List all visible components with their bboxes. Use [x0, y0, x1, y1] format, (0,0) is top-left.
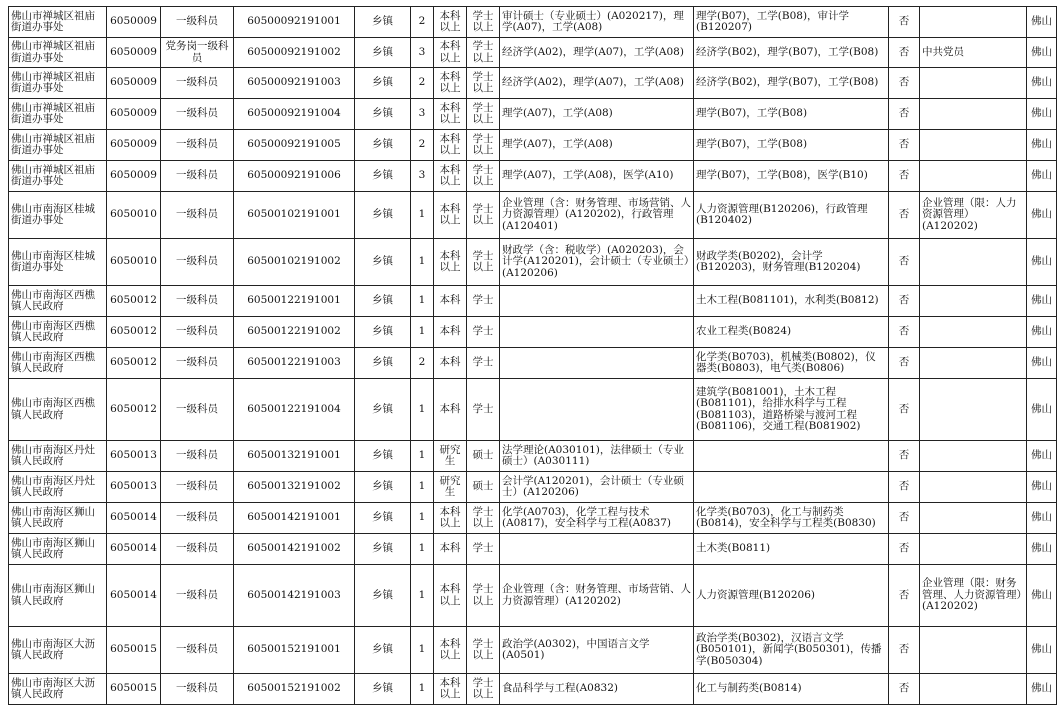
- education-cell: 本科以上: [434, 68, 467, 99]
- unit-code-cell: 6050012: [107, 286, 161, 317]
- undergraduate-major-cell: 化工与制药类(B0814): [694, 674, 889, 705]
- city-cell: 佛山: [1027, 286, 1057, 317]
- flag-cell: 否: [889, 472, 920, 503]
- level-cell: 乡镇: [355, 130, 411, 161]
- degree-cell: 学士: [467, 286, 500, 317]
- flag-cell: 否: [889, 348, 920, 379]
- city-cell: 佛山: [1027, 239, 1057, 286]
- table-row: [9, 99, 1057, 130]
- degree-cell: 学士: [467, 348, 500, 379]
- headcount-cell: 1: [411, 674, 434, 705]
- position-name-cell: 一级科员: [161, 534, 234, 565]
- degree-cell: 学士以上: [467, 99, 500, 130]
- position-code-cell: 60500122191001: [234, 286, 355, 317]
- postgraduate-major-cell: 经济学(A02)，理学(A07)，工学(A08): [500, 38, 694, 68]
- table-row: [9, 38, 1057, 68]
- headcount-cell: 1: [411, 472, 434, 503]
- table-body: [9, 7, 1057, 705]
- unit-code-cell: 6050015: [107, 674, 161, 705]
- level-cell: 乡镇: [355, 161, 411, 192]
- unit-name-cell: 佛山市南海区狮山镇人民政府: [9, 503, 107, 534]
- degree-cell: 学士以上: [467, 192, 500, 239]
- flag-cell: 否: [889, 161, 920, 192]
- table-row: [9, 130, 1057, 161]
- city-cell: 佛山: [1027, 99, 1057, 130]
- other-requirement-cell: [920, 441, 1027, 472]
- unit-name-cell: 佛山市南海区桂城街道办事处: [9, 192, 107, 239]
- table-row: [9, 534, 1057, 565]
- degree-cell: 学士: [467, 379, 500, 441]
- table-row: [9, 7, 1057, 38]
- unit-code-cell: 6050012: [107, 348, 161, 379]
- position-name-cell: 党务岗一级科员: [161, 38, 234, 68]
- education-cell: 本科以上: [434, 503, 467, 534]
- headcount-cell: 2: [411, 7, 434, 38]
- other-requirement-cell: [920, 674, 1027, 705]
- position-name-cell: 一级科员: [161, 348, 234, 379]
- degree-cell: 学士以上: [467, 674, 500, 705]
- postgraduate-major-cell: [500, 286, 694, 317]
- position-code-cell: 60500092191004: [234, 99, 355, 130]
- headcount-cell: 1: [411, 379, 434, 441]
- postgraduate-major-cell: [500, 317, 694, 348]
- degree-cell: 学士: [467, 534, 500, 565]
- undergraduate-major-cell: [694, 472, 889, 503]
- unit-code-cell: 6050010: [107, 239, 161, 286]
- degree-cell: 学士: [467, 317, 500, 348]
- postgraduate-major-cell: 法学理论(A030101)，法律硕士（专业硕士）(A030111): [500, 441, 694, 472]
- undergraduate-major-cell: 理学(B07)，工学(B08): [694, 130, 889, 161]
- flag-cell: 否: [889, 379, 920, 441]
- level-cell: 乡镇: [355, 379, 411, 441]
- undergraduate-major-cell: 农业工程类(B0824): [694, 317, 889, 348]
- position-code-cell: 60500122191002: [234, 317, 355, 348]
- position-code-cell: 60500142191003: [234, 565, 355, 627]
- education-cell: 本科以上: [434, 674, 467, 705]
- headcount-cell: 3: [411, 161, 434, 192]
- position-code-cell: 60500152191002: [234, 674, 355, 705]
- city-cell: 佛山: [1027, 379, 1057, 441]
- position-code-cell: 60500152191001: [234, 627, 355, 674]
- other-requirement-cell: [920, 7, 1027, 38]
- level-cell: 乡镇: [355, 317, 411, 348]
- flag-cell: 否: [889, 130, 920, 161]
- unit-name-cell: 佛山市禅城区祖庙街道办事处: [9, 99, 107, 130]
- other-requirement-cell: [920, 239, 1027, 286]
- education-cell: 本科以上: [434, 38, 467, 68]
- headcount-cell: 1: [411, 286, 434, 317]
- unit-code-cell: 6050014: [107, 565, 161, 627]
- degree-cell: 硕士: [467, 441, 500, 472]
- position-code-cell: 60500122191003: [234, 348, 355, 379]
- level-cell: 乡镇: [355, 534, 411, 565]
- position-name-cell: 一级科员: [161, 99, 234, 130]
- position-name-cell: 一级科员: [161, 7, 234, 38]
- unit-code-cell: 6050014: [107, 534, 161, 565]
- table-row: [9, 192, 1057, 239]
- flag-cell: 否: [889, 317, 920, 348]
- postgraduate-major-cell: 理学(A07)，工学(A08): [500, 130, 694, 161]
- unit-code-cell: 6050010: [107, 192, 161, 239]
- city-cell: 佛山: [1027, 441, 1057, 472]
- education-cell: 本科: [434, 348, 467, 379]
- undergraduate-major-cell: [694, 441, 889, 472]
- table-row: [9, 161, 1057, 192]
- degree-cell: 学士以上: [467, 627, 500, 674]
- table-row: [9, 68, 1057, 99]
- flag-cell: 否: [889, 192, 920, 239]
- unit-name-cell: 佛山市南海区狮山镇人民政府: [9, 534, 107, 565]
- position-code-cell: 60500102191001: [234, 192, 355, 239]
- city-cell: 佛山: [1027, 7, 1057, 38]
- level-cell: 乡镇: [355, 503, 411, 534]
- postgraduate-major-cell: 政治学(A0302)，中国语言文学(A0501): [500, 627, 694, 674]
- undergraduate-major-cell: 人力资源管理(B120206): [694, 565, 889, 627]
- position-code-cell: 60500092191002: [234, 38, 355, 68]
- undergraduate-major-cell: 人力资源管理(B120206)，行政管理(B120402): [694, 192, 889, 239]
- unit-name-cell: 佛山市南海区大沥镇人民政府: [9, 627, 107, 674]
- degree-cell: 学士以上: [467, 38, 500, 68]
- unit-name-cell: 佛山市禅城区祖庙街道办事处: [9, 68, 107, 99]
- city-cell: 佛山: [1027, 472, 1057, 503]
- headcount-cell: 2: [411, 68, 434, 99]
- city-cell: 佛山: [1027, 38, 1057, 68]
- table-row: [9, 565, 1057, 627]
- table-row: [9, 441, 1057, 472]
- position-name-cell: 一级科员: [161, 192, 234, 239]
- position-code-cell: 60500142191001: [234, 503, 355, 534]
- undergraduate-major-cell: 经济学(B02)，理学(B07)，工学(B08): [694, 68, 889, 99]
- other-requirement-cell: [920, 68, 1027, 99]
- education-cell: 研究生: [434, 472, 467, 503]
- degree-cell: 学士以上: [467, 7, 500, 38]
- flag-cell: 否: [889, 239, 920, 286]
- education-cell: 本科以上: [434, 99, 467, 130]
- flag-cell: 否: [889, 503, 920, 534]
- flag-cell: 否: [889, 286, 920, 317]
- degree-cell: 学士以上: [467, 565, 500, 627]
- table-row: [9, 348, 1057, 379]
- postgraduate-major-cell: 财政学（含：税收学）(A020203)，会计学(A120201)，会计硕士（专业硕士）(A120206): [500, 239, 694, 286]
- unit-name-cell: 佛山市南海区大沥镇人民政府: [9, 674, 107, 705]
- degree-cell: 学士以上: [467, 68, 500, 99]
- unit-code-cell: 6050013: [107, 472, 161, 503]
- unit-name-cell: 佛山市南海区西樵镇人民政府: [9, 348, 107, 379]
- position-code-cell: 60500142191002: [234, 534, 355, 565]
- undergraduate-major-cell: 化学类(B0703)，化工与制药类(B0814)，安全科学与工程类(B0830): [694, 503, 889, 534]
- table-row: [9, 627, 1057, 674]
- table-row: [9, 286, 1057, 317]
- postgraduate-major-cell: [500, 348, 694, 379]
- level-cell: 乡镇: [355, 472, 411, 503]
- degree-cell: 学士以上: [467, 130, 500, 161]
- other-requirement-cell: 企业管理（限：财务管理、人力资源管理）(A120202): [920, 565, 1027, 627]
- unit-name-cell: 佛山市南海区西樵镇人民政府: [9, 379, 107, 441]
- position-name-cell: 一级科员: [161, 379, 234, 441]
- postgraduate-major-cell: 化学(A0703)，化学工程与技术(A0817)，安全科学与工程(A0837): [500, 503, 694, 534]
- degree-cell: 学士以上: [467, 239, 500, 286]
- unit-name-cell: 佛山市南海区丹灶镇人民政府: [9, 441, 107, 472]
- flag-cell: 否: [889, 565, 920, 627]
- education-cell: 本科: [434, 317, 467, 348]
- position-code-cell: 60500092191003: [234, 68, 355, 99]
- other-requirement-cell: [920, 286, 1027, 317]
- position-code-cell: 60500132191001: [234, 441, 355, 472]
- undergraduate-major-cell: 建筑学(B081001)，土木工程(B081101)，给排水科学与工程(B081103)，道路桥梁与渡河工程(B081106)，交通工程(B081902): [694, 379, 889, 441]
- flag-cell: 否: [889, 674, 920, 705]
- education-cell: 本科以上: [434, 627, 467, 674]
- unit-code-cell: 6050012: [107, 379, 161, 441]
- headcount-cell: 1: [411, 441, 434, 472]
- table-row: [9, 503, 1057, 534]
- postgraduate-major-cell: 食品科学与工程(A0832): [500, 674, 694, 705]
- level-cell: 乡镇: [355, 7, 411, 38]
- city-cell: 佛山: [1027, 348, 1057, 379]
- other-requirement-cell: [920, 627, 1027, 674]
- unit-code-cell: 6050015: [107, 627, 161, 674]
- other-requirement-cell: [920, 161, 1027, 192]
- undergraduate-major-cell: 化学类(B0703)，机械类(B0802)，仪器类(B0803)，电气类(B0806): [694, 348, 889, 379]
- postgraduate-major-cell: [500, 534, 694, 565]
- position-name-cell: 一级科员: [161, 472, 234, 503]
- level-cell: 乡镇: [355, 286, 411, 317]
- undergraduate-major-cell: 土木类(B0811): [694, 534, 889, 565]
- city-cell: 佛山: [1027, 68, 1057, 99]
- position-name-cell: 一级科员: [161, 565, 234, 627]
- level-cell: 乡镇: [355, 348, 411, 379]
- level-cell: 乡镇: [355, 565, 411, 627]
- headcount-cell: 3: [411, 38, 434, 68]
- headcount-cell: 1: [411, 534, 434, 565]
- city-cell: 佛山: [1027, 534, 1057, 565]
- headcount-cell: 1: [411, 627, 434, 674]
- undergraduate-major-cell: 理学(B07)，工学(B08)，医学(B10): [694, 161, 889, 192]
- degree-cell: 学士以上: [467, 503, 500, 534]
- education-cell: 研究生: [434, 441, 467, 472]
- table-row: [9, 317, 1057, 348]
- position-code-cell: 60500092191001: [234, 7, 355, 38]
- headcount-cell: 2: [411, 348, 434, 379]
- city-cell: 佛山: [1027, 503, 1057, 534]
- postgraduate-major-cell: 企业管理（含：财务管理、市场营销、人力资源管理）(A120202)，行政管理(A120401): [500, 192, 694, 239]
- education-cell: 本科: [434, 379, 467, 441]
- other-requirement-cell: [920, 534, 1027, 565]
- education-cell: 本科以上: [434, 130, 467, 161]
- level-cell: 乡镇: [355, 627, 411, 674]
- unit-code-cell: 6050009: [107, 99, 161, 130]
- city-cell: 佛山: [1027, 161, 1057, 192]
- undergraduate-major-cell: 财政学类(B0202)，会计学(B120203)，财务管理(B120204): [694, 239, 889, 286]
- postgraduate-major-cell: 理学(A07)，工学(A08)，医学(A10): [500, 161, 694, 192]
- unit-code-cell: 6050012: [107, 317, 161, 348]
- education-cell: 本科以上: [434, 7, 467, 38]
- level-cell: 乡镇: [355, 192, 411, 239]
- city-cell: 佛山: [1027, 192, 1057, 239]
- headcount-cell: 3: [411, 99, 434, 130]
- education-cell: 本科以上: [434, 565, 467, 627]
- unit-name-cell: 佛山市南海区丹灶镇人民政府: [9, 472, 107, 503]
- education-cell: 本科以上: [434, 192, 467, 239]
- unit-name-cell: 佛山市禅城区祖庙街道办事处: [9, 161, 107, 192]
- education-cell: 本科以上: [434, 161, 467, 192]
- postgraduate-major-cell: 审计硕士（专业硕士）(A020217)，理学(A07)，工学(A08): [500, 7, 694, 38]
- position-name-cell: 一级科员: [161, 674, 234, 705]
- city-cell: 佛山: [1027, 565, 1057, 627]
- other-requirement-cell: [920, 379, 1027, 441]
- other-requirement-cell: [920, 348, 1027, 379]
- other-requirement-cell: [920, 503, 1027, 534]
- unit-name-cell: 佛山市禅城区祖庙街道办事处: [9, 38, 107, 68]
- postgraduate-major-cell: 会计学(A120201)，会计硕士（专业硕士）(A120206): [500, 472, 694, 503]
- postgraduate-major-cell: 企业管理（含：财务管理、市场营销、人力资源管理）(A120202): [500, 565, 694, 627]
- postgraduate-major-cell: 经济学(A02)，理学(A07)，工学(A08): [500, 68, 694, 99]
- level-cell: 乡镇: [355, 99, 411, 130]
- position-name-cell: 一级科员: [161, 239, 234, 286]
- level-cell: 乡镇: [355, 38, 411, 68]
- undergraduate-major-cell: 土木工程(B081101)，水利类(B0812): [694, 286, 889, 317]
- position-code-cell: 60500092191005: [234, 130, 355, 161]
- position-name-cell: 一级科员: [161, 161, 234, 192]
- unit-name-cell: 佛山市南海区桂城街道办事处: [9, 239, 107, 286]
- headcount-cell: 1: [411, 503, 434, 534]
- undergraduate-major-cell: 经济学(B02)，理学(B07)，工学(B08): [694, 38, 889, 68]
- unit-code-cell: 6050009: [107, 130, 161, 161]
- headcount-cell: 1: [411, 317, 434, 348]
- postgraduate-major-cell: [500, 379, 694, 441]
- headcount-cell: 1: [411, 192, 434, 239]
- flag-cell: 否: [889, 627, 920, 674]
- flag-cell: 否: [889, 38, 920, 68]
- education-cell: 本科: [434, 286, 467, 317]
- headcount-cell: 2: [411, 130, 434, 161]
- position-name-cell: 一级科员: [161, 68, 234, 99]
- position-name-cell: 一级科员: [161, 503, 234, 534]
- position-name-cell: 一级科员: [161, 441, 234, 472]
- flag-cell: 否: [889, 99, 920, 130]
- other-requirement-cell: [920, 472, 1027, 503]
- level-cell: 乡镇: [355, 68, 411, 99]
- unit-name-cell: 佛山市禅城区祖庙街道办事处: [9, 7, 107, 38]
- unit-name-cell: 佛山市禅城区祖庙街道办事处: [9, 130, 107, 161]
- unit-code-cell: 6050009: [107, 38, 161, 68]
- headcount-cell: 1: [411, 239, 434, 286]
- unit-code-cell: 6050009: [107, 68, 161, 99]
- other-requirement-cell: [920, 99, 1027, 130]
- city-cell: 佛山: [1027, 627, 1057, 674]
- position-name-cell: 一级科员: [161, 130, 234, 161]
- flag-cell: 否: [889, 7, 920, 38]
- position-name-cell: 一级科员: [161, 317, 234, 348]
- flag-cell: 否: [889, 534, 920, 565]
- position-code-cell: 60500092191006: [234, 161, 355, 192]
- unit-name-cell: 佛山市南海区西樵镇人民政府: [9, 286, 107, 317]
- undergraduate-major-cell: 理学(B07)，工学(B08): [694, 99, 889, 130]
- flag-cell: 否: [889, 68, 920, 99]
- table-row: [9, 674, 1057, 705]
- unit-code-cell: 6050009: [107, 161, 161, 192]
- table-row: [9, 239, 1057, 286]
- city-cell: 佛山: [1027, 674, 1057, 705]
- unit-name-cell: 佛山市南海区西樵镇人民政府: [9, 317, 107, 348]
- unit-name-cell: 佛山市南海区狮山镇人民政府: [9, 565, 107, 627]
- unit-code-cell: 6050013: [107, 441, 161, 472]
- education-cell: 本科以上: [434, 239, 467, 286]
- other-requirement-cell: 中共党员: [920, 38, 1027, 68]
- flag-cell: 否: [889, 441, 920, 472]
- headcount-cell: 1: [411, 565, 434, 627]
- level-cell: 乡镇: [355, 441, 411, 472]
- undergraduate-major-cell: 政治学类(B0302)，汉语言文学(B050101)，新闻学(B050301)，传播学(B050304): [694, 627, 889, 674]
- other-requirement-cell: 企业管理（限：人力资源管理）(A120202): [920, 192, 1027, 239]
- position-name-cell: 一级科员: [161, 286, 234, 317]
- unit-code-cell: 6050009: [107, 7, 161, 38]
- unit-code-cell: 6050014: [107, 503, 161, 534]
- position-code-cell: 60500122191004: [234, 379, 355, 441]
- other-requirement-cell: [920, 130, 1027, 161]
- other-requirement-cell: [920, 317, 1027, 348]
- level-cell: 乡镇: [355, 239, 411, 286]
- postgraduate-major-cell: 理学(A07)，工学(A08): [500, 99, 694, 130]
- position-name-cell: 一级科员: [161, 627, 234, 674]
- position-code-cell: 60500102191002: [234, 239, 355, 286]
- city-cell: 佛山: [1027, 130, 1057, 161]
- city-cell: 佛山: [1027, 317, 1057, 348]
- recruitment-table: [8, 6, 1057, 705]
- table-row: [9, 472, 1057, 503]
- undergraduate-major-cell: 理学(B07)，工学(B08)，审计学(B120207): [694, 7, 889, 38]
- position-code-cell: 60500132191002: [234, 472, 355, 503]
- degree-cell: 学士以上: [467, 161, 500, 192]
- table-row: [9, 379, 1057, 441]
- education-cell: 本科: [434, 534, 467, 565]
- level-cell: 乡镇: [355, 674, 411, 705]
- degree-cell: 硕士: [467, 472, 500, 503]
